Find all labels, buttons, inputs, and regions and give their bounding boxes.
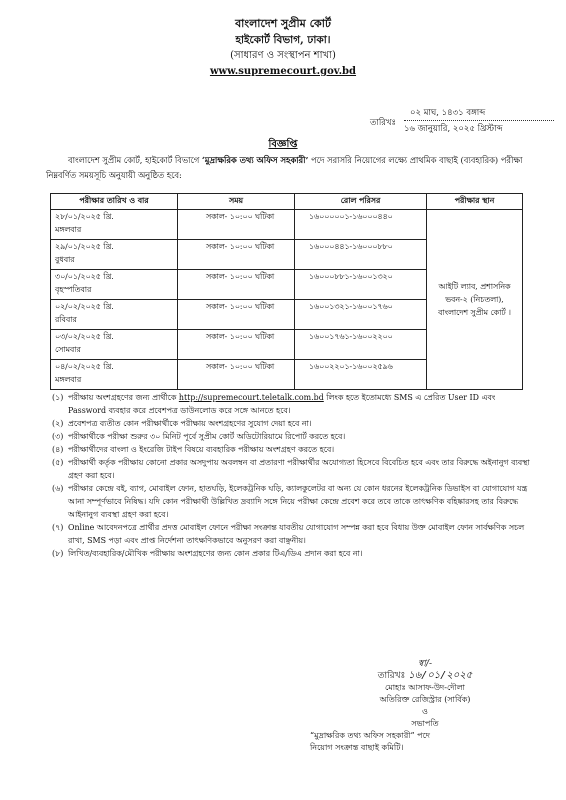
committee-line-2: নিয়োগ সংক্রান্ত বাছাই কমিটি। — [310, 743, 404, 752]
roll-cell: ১৬০০২২০১-১৬০০২৫৯৬ — [295, 360, 427, 390]
item-number: (৮) — [52, 549, 64, 558]
item-number: (৩) — [52, 432, 64, 441]
list-item: (১) পরীক্ষায় অংশগ্রহণের জন্য প্রার্থীকে http://supremecourt.teletalk.com.bd লিংক হতে ইতোমধ্যে SMS এ প্রেরিত User ID এবং Password ব্যবহার করে প্রবেশপত্র ডাউনলোড করে সঙ্গে আনতে হবে। — [52, 393, 496, 415]
committee-line-1: “মুদ্রাক্ষরিক তথ্য অফিস সহকারী” পদে — [310, 731, 430, 740]
date-english: ১৬ জানুয়ারি, ২০২৫ খ্রিস্টাব্দ — [404, 120, 554, 136]
list-item: (৫) পরীক্ষার্থী কর্তৃক পরীক্ষায় কোনো প্রকার অসদুপায় অবলম্বন বা প্রতারণা পরীক্ষার্থীর অযোগ্যতা হিসেবে বিবেচিত হবে এবং তার বিরুদ্ধে অইনানুগ ব্যবস্থা গ্রহণ করা হবে। — [52, 458, 530, 480]
header-venue: পরীক্ষার স্থান — [427, 194, 523, 210]
table-row — [51, 210, 523, 240]
time-cell: সকাল- ১০:০০ ঘটিকা — [178, 300, 295, 330]
conjunction: ও — [422, 707, 428, 716]
item-number: (৫) — [52, 458, 64, 467]
intro-paragraph — [46, 153, 530, 183]
division-name: হাইকোর্ট বিভাগ, ঢাকা। — [235, 34, 331, 46]
list-item: (৭) Online আবেদনপত্রে প্রার্থীর প্রদত্ত মোবাইল ফোনে পরীক্ষা সংক্রান্ত যাবতীয় যোগাযোগ সম্পন্ন করা হবে বিধায় উক্ত মোবাইল ফোন সার্বক্ষণিক সচল রাখা, SMS পড়া এবং প্রাপ্ত নির্দেশনা তাৎক্ষণিকভাবে অনুসরণ করা বাঞ্ছনীয়। — [52, 523, 525, 545]
post-name: ‘মুদ্রাক্ষরিক তথ্য অফিস সহকারী’ — [201, 155, 309, 165]
roll-cell: ১৬০০০০০১-১৬০০০৪৪০ — [295, 210, 427, 240]
exam-schedule-table — [50, 193, 523, 390]
date-cell: ২৯/০১/২০২৫ খ্রি. বুধবার — [51, 240, 178, 270]
venue-cell: আইটি ল্যাব, প্রশাসনিক ভবন-২ (নিচতলা), বাংলাদেশ সুপ্রীম কোর্ট । — [427, 210, 523, 390]
item-number: (৬) — [52, 484, 64, 493]
time-cell: সকাল- ১০:০০ ঘটিকা — [178, 240, 295, 270]
header-time: সময় — [178, 194, 295, 210]
roll-cell: ১৬০০১৩২১-১৬০০১৭৬০ — [295, 300, 427, 330]
roll-cell: ১৬০০০৮৮১-১৬০০১৩২০ — [295, 270, 427, 300]
date-cell: ০৩/০২/২০২৫ খ্রি. সোমবার — [51, 330, 178, 360]
date-cell: ০৪/০২/২০২৫ খ্রি. মঙ্গলবার — [51, 360, 178, 390]
court-name: বাংলাদেশ সুপ্রীম কোর্ট — [235, 17, 331, 30]
signature-block — [300, 658, 550, 754]
intro-text-end: পদে সরাসরি নিয়োগের লক্ষ্যে প্রাথমিক বাছাই (ব্যবহারিক) পরীক্ষা নিম্নবর্ণিত সময়সূচি অনুযায়ী অনুষ্ঠিত হবে: — [46, 155, 523, 180]
item-number: (৪) — [52, 445, 64, 454]
letterhead — [0, 16, 566, 80]
list-item: (২) প্রবেশপত্র ব্যতীত কোন পরীক্ষার্থীকে পরীক্ষায় অংশগ্রহণের সুযোগ দেয়া হবে না। — [52, 419, 312, 428]
signature-mark: স্বা/- — [417, 659, 433, 669]
time-cell: সকাল- ১০:০০ ঘটিকা — [178, 330, 295, 360]
date-cell: ২৮/০১/২০২৫ খ্রি. মঙ্গলবার — [51, 210, 178, 240]
teletalk-link[interactable]: http://supremecourt.teletalk.com.bd — [178, 393, 324, 402]
item-number: (২) — [52, 419, 64, 428]
time-cell: সকাল- ১০:০০ ঘটিকা — [178, 270, 295, 300]
website-link[interactable]: www.supremecourt.gov.bd — [209, 66, 357, 77]
item-number: (৭) — [52, 523, 64, 532]
roll-cell: ১৬০০১৭৬১-১৬০০২২০০ — [295, 330, 427, 360]
signatory-designation: অতিরিক্ত রেজিস্ট্রার (সার্বিক) — [379, 695, 471, 704]
notice-title — [0, 137, 566, 154]
time-cell: সকাল- ১০:০০ ঘটিকা — [178, 360, 295, 390]
signatory-name: মোহাঃ আসাফ-উদ-দৌলা — [385, 683, 465, 692]
signature-date: তারিখঃ ১৬/০১/২০২৫ — [377, 670, 473, 681]
header-date: পরীক্ষার তারিখ ও বার — [51, 194, 178, 210]
notice-title-text: বিজ্ঞপ্তি — [268, 139, 298, 150]
table-header-row — [51, 194, 523, 210]
time-cell: সকাল- ১০:০০ ঘটিকা — [178, 210, 295, 240]
list-item: (৪) পরীক্ষার্থীদের বাংলা ও ইংরেজি টাইপ বিষয়ে ব্যবহারিক পরীক্ষায় অংশগ্রহণ করতে হবে। — [52, 445, 335, 454]
intro-text-start: বাংলাদেশ সুপ্রীম কোর্ট, হাইকোর্ট বিভাগে — [68, 155, 202, 165]
date-bangla: ০২ মাঘ, ১৪৩১ বঙ্গাব্দ — [410, 108, 486, 118]
branch-name: (সাধারণ ও সংস্থাপন শাখা) — [230, 50, 336, 61]
instructions-list — [52, 391, 532, 560]
date-label: তারিখঃ — [370, 118, 397, 128]
list-item: (৬) পরীক্ষার কেন্দ্রে বই, ব্যাগ, মোবাইল ফোন, হাতঘড়ি, ইলেকট্রনিক ঘড়ি, ক্যালকুলেটর বা অন্য যে কোন ধরনের ইলেকট্রনিক ডিভাইস বা যোগাযোগ যন্ত্র আনা সম্পূর্ণভাবে নিষিদ্ধ। যদি কোন পরীক্ষার্থী উল্লিখিত দ্রব্যাদি সঙ্গে নিয়ে পরীক্ষা কেন্দ্রে প্রবেশ করে তবে তাকে তাৎক্ষণিক বহিষ্কারসহ তার বিরুদ্ধে আইনানুগ ব্যবস্থা গ্রহণ করা হবে। — [52, 484, 528, 519]
date-cell: ৩০/০১/২০২৫ খ্রি. বৃহস্পতিবার — [51, 270, 178, 300]
date-cell: ০২/০২/২০২৫ খ্রি. রবিবার — [51, 300, 178, 330]
list-item: (৩) পরীক্ষার্থীকে পরীক্ষা শুরুর ৩০ মিনিট পূর্বে সুপ্রীম কোর্ট অডিটোরিয়ামে রিপোর্ট করতে হবে। — [52, 432, 346, 441]
list-item: (৮) লিখিত/ব্যবহারিক/মৌখিক পরীক্ষায় অংশগ্রহণের জন্য কোন প্রকার টিএ/ডিএ প্রদান করা হবে না। — [52, 549, 363, 558]
signatory-role: সভাপতি — [411, 719, 439, 728]
roll-cell: ১৬০০০৪৪১-১৬০০০৮৮০ — [295, 240, 427, 270]
item-number: (১) — [52, 393, 64, 402]
header-roll: রোল পরিসর — [295, 194, 427, 210]
